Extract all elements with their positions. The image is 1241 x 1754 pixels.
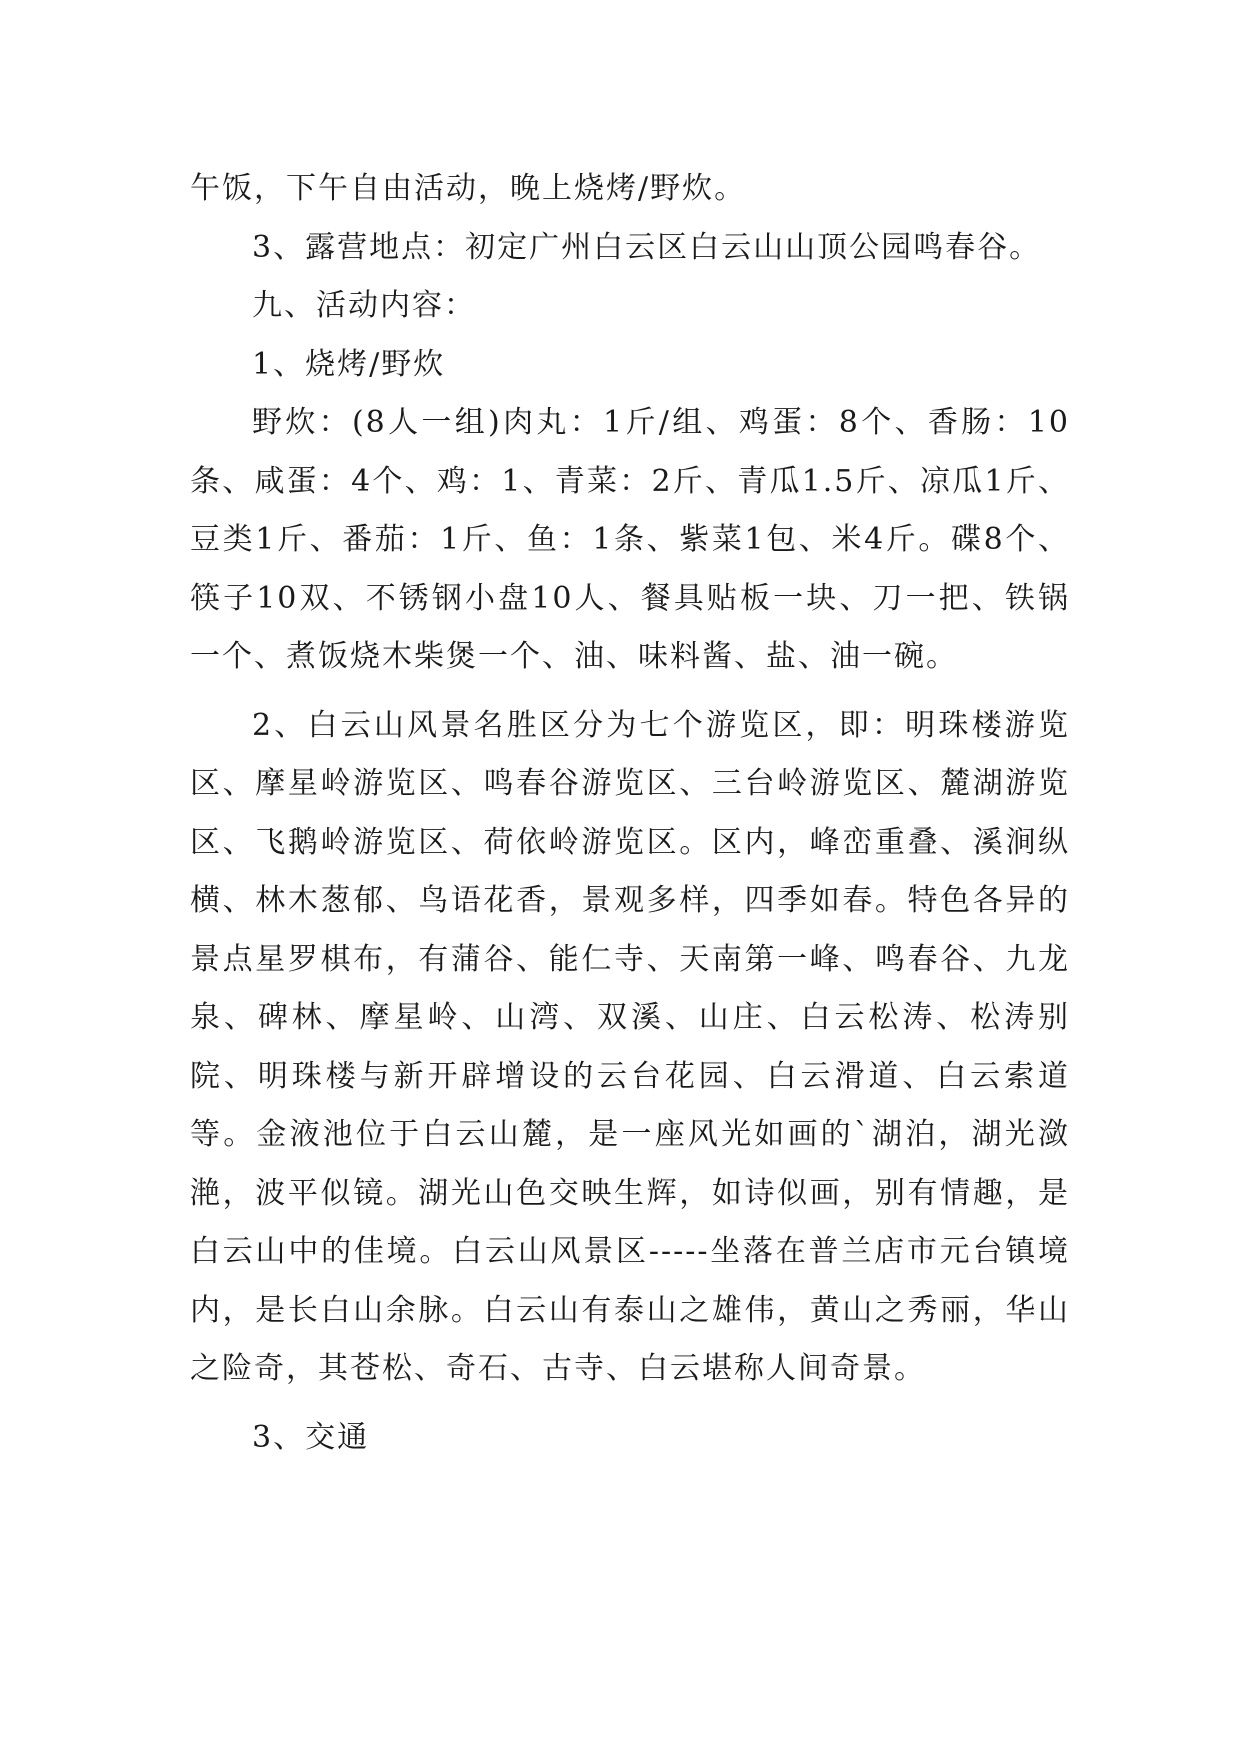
paragraph-picnic-supplies: 野炊：(8人一组)肉丸：1斤/组、鸡蛋：8个、香肠：10条、咸蛋：4个、鸡：1、青菜：2斤、青瓜1.5斤、凉瓜1斤、豆类1斤、番茄：1斤、鱼：1条、紫菜1包、米4斤。碟8个、筷子10双、不锈钢小盘10人、餐具贴板一块、刀一把、铁锅一个、煮饭烧木柴煲一个、油、味料酱、盐、油一碗。 — [190, 405, 1070, 674]
subheading-bbq: 1、烧烤/野炊 — [252, 346, 446, 382]
paragraph-camp-location: 3、露营地点：初定广州白云区白云山山顶公园鸣春谷。 — [252, 229, 1042, 265]
subheading-transport: 3、交通 — [252, 1419, 370, 1455]
heading-activity-content: 九、活动内容： — [252, 288, 476, 323]
document-body — [190, 160, 1070, 1467]
paragraph-baiyun-scenic-area: 2、白云山风景名胜区分为七个游览区，即：明珠楼游览区、摩星岭游览区、鸣春谷游览区、三台岭游览区、麓湖游览区、飞鹅岭游览区、荷依岭游览区。区内，峰峦重叠、溪涧纵横、林木葱郁、鸟语花香，景观多样，四季如春。特色各异的景点星罗棋布，有蒲谷、能仁寺、天南第一峰、鸣春谷、九龙泉、碑林、摩星岭、山湾、双溪、山庄、白云松涛、松涛别院、明珠楼与新开辟增设的云台花园、白云滑道、白云索道等。金液池位于白云山麓，是一座风光如画的`湖泊，湖光潋滟，波平似镜。湖光山色交映生辉，如诗似画，别有情趣，是白云山中的佳境。白云山风景区-----坐落在普兰店市元台镇境内，是长白山余脉。白云山有泰山之雄伟，黄山之秀丽，华山之险奇，其苍松、奇石、古寺、白云堪称人间奇景。 — [190, 707, 1070, 1386]
paragraph-lunch-activities: 午饭，下午自由活动，晚上烧烤/野炊。 — [190, 171, 747, 206]
